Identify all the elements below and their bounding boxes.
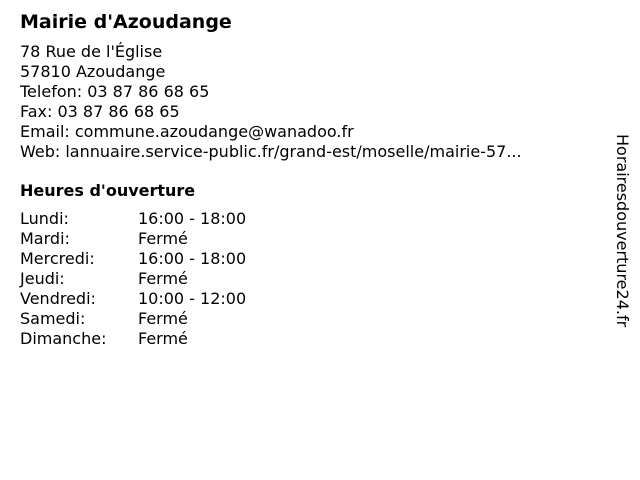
- hours-day: Samedi:: [20, 309, 86, 328]
- hours-day: Dimanche:: [20, 329, 107, 348]
- hours-day: Vendredi:: [20, 289, 96, 308]
- fax-number: Fax: 03 87 86 68 65: [20, 102, 180, 121]
- hours-row-saturday: [20, 309, 600, 329]
- hours-time: 16:00 - 18:00: [138, 209, 247, 228]
- opening-hours-table: [20, 209, 600, 349]
- phone-number[interactable]: Telefon: 03 87 86 68 65: [20, 82, 210, 101]
- hours-time: Fermé: [138, 269, 188, 288]
- hours-time: Fermé: [138, 229, 188, 248]
- hours-day: Jeudi:: [20, 269, 65, 288]
- hours-row-thursday: [20, 269, 600, 289]
- website-link[interactable]: Web: lannuaire.service-public.fr/grand-est/moselle/mairie-57...: [20, 142, 522, 161]
- hours-row-tuesday: [20, 229, 600, 249]
- street-address: 78 Rue de l'Église: [20, 42, 163, 61]
- hours-time: Fermé: [138, 309, 188, 328]
- address-block: [20, 42, 600, 162]
- hours-day: Lundi:: [20, 209, 69, 228]
- hours-day: Mardi:: [20, 229, 70, 248]
- site-watermark: Horairesdouverture24.fr: [613, 134, 632, 328]
- hours-row-friday: [20, 289, 600, 309]
- business-title: Mairie d'Azoudange: [20, 11, 232, 33]
- business-card: [20, 10, 600, 349]
- hours-row-sunday: [20, 329, 600, 349]
- opening-hours-heading: Heures d'ouverture: [20, 181, 196, 200]
- hours-time: 16:00 - 18:00: [138, 249, 247, 268]
- hours-row-wednesday: [20, 249, 600, 269]
- hours-time: Fermé: [138, 329, 188, 348]
- email-address[interactable]: Email: commune.azoudange@wanadoo.fr: [20, 122, 354, 141]
- city-address: 57810 Azoudange: [20, 62, 166, 81]
- hours-day: Mercredi:: [20, 249, 95, 268]
- hours-row-monday: [20, 209, 600, 229]
- hours-time: 10:00 - 12:00: [138, 289, 247, 308]
